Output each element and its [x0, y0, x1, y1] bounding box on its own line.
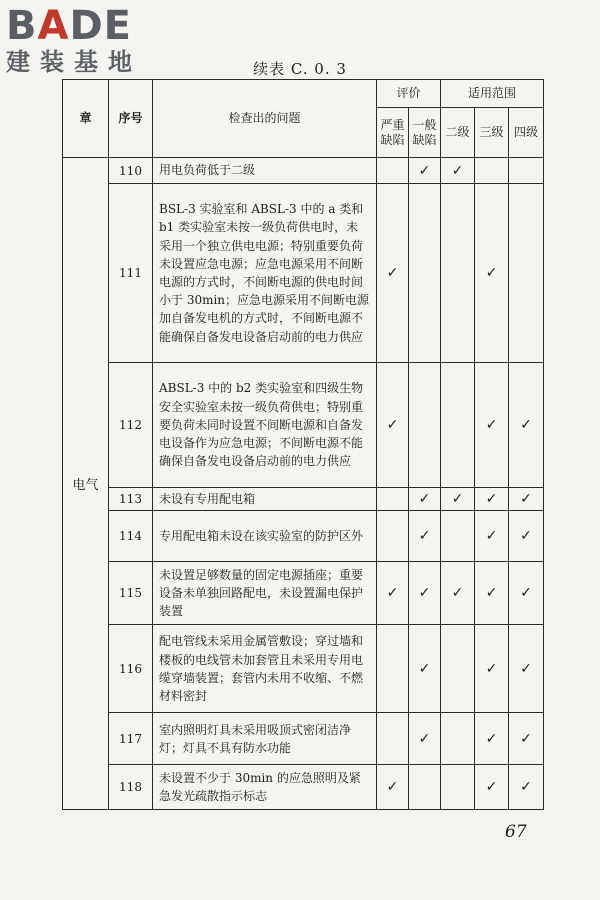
mark-level2 [441, 184, 475, 363]
mark-severe: ✓ [377, 184, 409, 363]
header-level3: 三级 [475, 108, 509, 158]
table-row [63, 158, 544, 184]
mark-severe: ✓ [377, 562, 409, 625]
header-scope: 适用范围 [441, 80, 544, 108]
mark-level3: ✓ [475, 765, 509, 810]
mark-general: ✓ [409, 562, 441, 625]
row-number: 114 [109, 511, 153, 562]
table-row [63, 765, 544, 810]
mark-general: ✓ [409, 625, 441, 713]
table-row [63, 562, 544, 625]
chapter-cell: 电气 [63, 158, 109, 810]
row-number: 118 [109, 765, 153, 810]
mark-level4: ✓ [509, 511, 544, 562]
row-description: 未设置不少于 30min 的应急照明及紧急发光疏散指示标志 [153, 765, 377, 810]
table-row [63, 511, 544, 562]
mark-level4: ✓ [509, 562, 544, 625]
logo-subtitle: 建装基地 [6, 48, 142, 76]
row-description: 配电管线未采用金属管敷设；穿过墙和楼板的电线管未加套管且未采用专用电缆穿墙装置；套管内未用不收缩、不燃材料密封 [153, 625, 377, 713]
table-row [63, 488, 544, 511]
row-description: BSL-3 实验室和 ABSL-3 中的 a 类和 b1 类实验室未按一级负荷供电时，未采用一个独立供电电源；特别重要负荷未设置应急电源；应急电源采用不间断电源的方式时，不间断电源的供电时间小于 30min；应急电源采用不间断电源加自备发电机的方式时，不间断电源不能确保自备发电设备启动前的电力供应 [153, 184, 377, 363]
table-row [63, 625, 544, 713]
mark-level4: ✓ [509, 363, 544, 488]
row-description: 室内照明灯具未采用吸顶式密闭洁净灯；灯具不具有防水功能 [153, 713, 377, 765]
mark-level3: ✓ [475, 511, 509, 562]
row-description: 未设置足够数量的固定电源插座；重要设备未单独回路配电，未设置漏电保护装置 [153, 562, 377, 625]
row-description: 未设有专用配电箱 [153, 488, 377, 511]
mark-level3: ✓ [475, 625, 509, 713]
page-number: 67 [505, 822, 527, 842]
header-evaluation: 评价 [377, 80, 441, 108]
header-severe: 严重缺陷 [377, 108, 409, 158]
header-seq: 序号 [109, 80, 153, 158]
row-number: 113 [109, 488, 153, 511]
mark-general: ✓ [409, 511, 441, 562]
mark-level3: ✓ [475, 488, 509, 511]
row-number: 110 [109, 158, 153, 184]
mark-level2 [441, 363, 475, 488]
header-issue: 检查出的问题 [153, 80, 377, 158]
mark-severe: ✓ [377, 363, 409, 488]
mark-general [409, 765, 441, 810]
row-number: 112 [109, 363, 153, 488]
header-chapter: 章 [63, 80, 109, 158]
mark-level3: ✓ [475, 562, 509, 625]
mark-level2 [441, 713, 475, 765]
mark-level3: ✓ [475, 184, 509, 363]
mark-level3: ✓ [475, 363, 509, 488]
mark-level4: ✓ [509, 765, 544, 810]
table-row [63, 363, 544, 488]
mark-level3 [475, 158, 509, 184]
mark-severe [377, 511, 409, 562]
row-description: 专用配电箱未设在该实验室的防护区外 [153, 511, 377, 562]
mark-severe [377, 713, 409, 765]
mark-level2 [441, 765, 475, 810]
mark-general: ✓ [409, 158, 441, 184]
mark-severe [377, 158, 409, 184]
header-level4: 四级 [509, 108, 544, 158]
logo-wordmark: BADE [6, 3, 132, 49]
table-caption: 续表 C. 0. 3 [253, 60, 347, 78]
mark-severe [377, 625, 409, 713]
mark-level3: ✓ [475, 713, 509, 765]
mark-general: ✓ [409, 488, 441, 511]
mark-level4: ✓ [509, 713, 544, 765]
row-number: 117 [109, 713, 153, 765]
mark-general: ✓ [409, 713, 441, 765]
mark-level2 [441, 511, 475, 562]
row-number: 111 [109, 184, 153, 363]
table-row [63, 713, 544, 765]
mark-general [409, 184, 441, 363]
row-description: 用电负荷低于二级 [153, 158, 377, 184]
mark-level4: ✓ [509, 625, 544, 713]
header-general: 一般缺陷 [409, 108, 441, 158]
mark-level4: ✓ [509, 488, 544, 511]
mark-level4 [509, 184, 544, 363]
row-description: ABSL-3 中的 b2 类实验室和四级生物安全实验室未按一级负荷供电；特别重要负荷未同时设置不间断电源和自备发电设备作为应急电源；不间断电源不能确保自备发电设备启动前的电力供应 [153, 363, 377, 488]
mark-level4 [509, 158, 544, 184]
mark-general [409, 363, 441, 488]
header-level2: 二级 [441, 108, 475, 158]
mark-severe [377, 488, 409, 511]
table-row [63, 184, 544, 363]
row-number: 115 [109, 562, 153, 625]
mark-level2: ✓ [441, 488, 475, 511]
mark-level2: ✓ [441, 562, 475, 625]
mark-level2: ✓ [441, 158, 475, 184]
mark-level2 [441, 625, 475, 713]
row-number: 116 [109, 625, 153, 713]
inspection-table [62, 79, 544, 810]
mark-severe: ✓ [377, 765, 409, 810]
